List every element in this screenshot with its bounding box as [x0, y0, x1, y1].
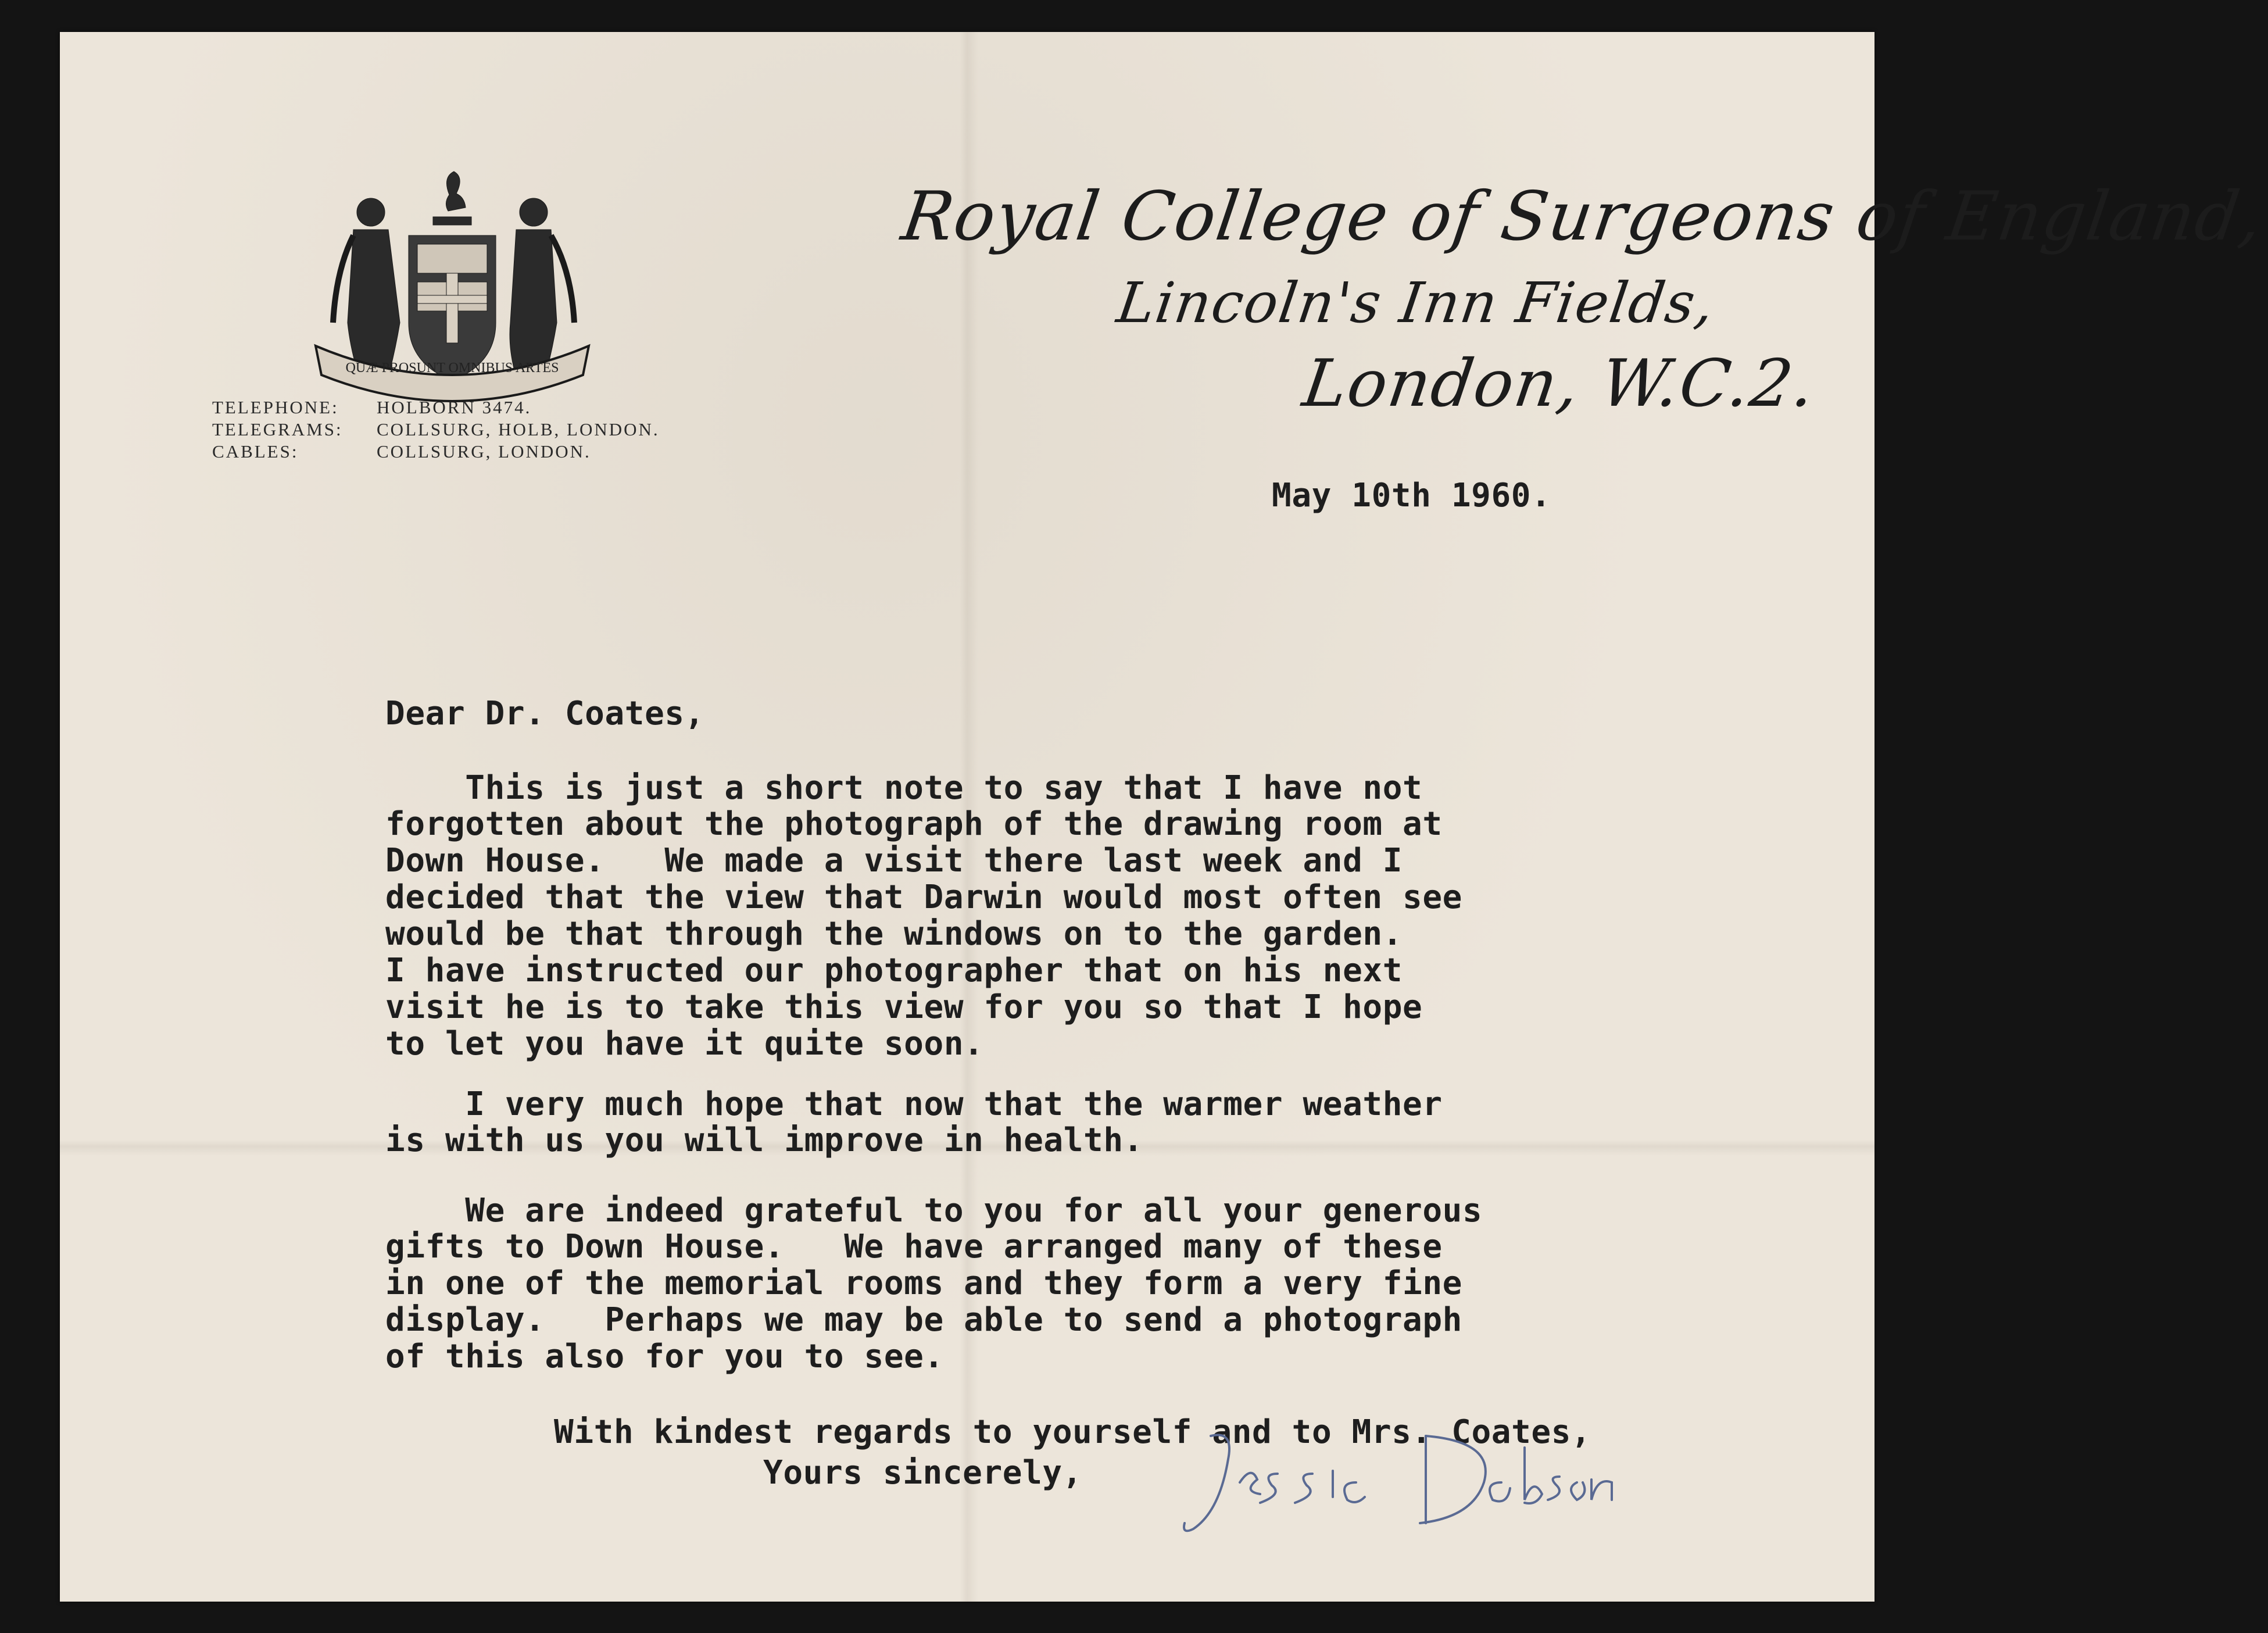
closing-line: With kindest regards to yourself and to Mrs. Coates,	[554, 1413, 1591, 1451]
paragraph-line: decided that the view that Darwin would most often see	[385, 878, 1463, 916]
letter-page	[60, 32, 2268, 1602]
paragraph-line: display. Perhaps we may be able to send a photograph	[385, 1301, 1463, 1339]
handwritten-signature	[1176, 1424, 1618, 1541]
salutation: Dear Dr. Coates,	[385, 695, 705, 732]
college-city: London, W.C.2.	[1298, 346, 1820, 421]
letter-date: May 10th 1960.	[1272, 477, 1551, 514]
paragraph-line: Down House. We made a visit there last week and I	[385, 842, 1403, 880]
paragraph-line: would be that through the windows on to the garden.	[385, 915, 1403, 953]
paragraph-line: gifts to Down House. We have arranged many of these	[385, 1228, 1443, 1266]
paragraph-line: of this also for you to see.	[385, 1338, 944, 1375]
paragraph-line: We are indeed grateful to you for all your generous	[385, 1192, 1483, 1230]
college-street: Lincoln's Inn Fields,	[1113, 270, 1719, 335]
crest-motto: QUÆ PROSUNT OMNIBUS ARTES	[345, 360, 559, 376]
cables-label: CABLES:	[212, 441, 299, 462]
college-name: Royal College of Surgeons of England,	[897, 177, 2268, 256]
cables-value: COLLSURG, LONDON.	[377, 441, 591, 462]
paragraph-line: I have instructed our photographer that on his next	[385, 952, 1403, 989]
signoff: Yours sincerely,	[763, 1454, 1083, 1492]
telephone-label: TELEPHONE:	[212, 397, 339, 417]
paragraph-line: to let you have it quite soon.	[385, 1025, 984, 1063]
paragraph-line: in one of the memorial rooms and they form a very fine	[385, 1264, 1463, 1302]
paragraph-line: This is just a short note to say that I have not	[385, 769, 1423, 807]
paragraph-line: visit he is to take this view for you so that I hope	[385, 988, 1423, 1026]
college-crest-icon	[304, 171, 600, 404]
paragraph-line: forgotten about the photograph of the drawing room at	[385, 805, 1443, 843]
telegrams-value: COLLSURG, HOLB, LONDON.	[377, 419, 660, 439]
paragraph-line: is with us you will improve in health.	[385, 1121, 1143, 1159]
paragraph-line: I very much hope that now that the warmer weather	[385, 1085, 1443, 1123]
telephone-value: HOLBORN 3474.	[377, 397, 532, 417]
telegrams-label: TELEGRAMS:	[212, 419, 343, 439]
